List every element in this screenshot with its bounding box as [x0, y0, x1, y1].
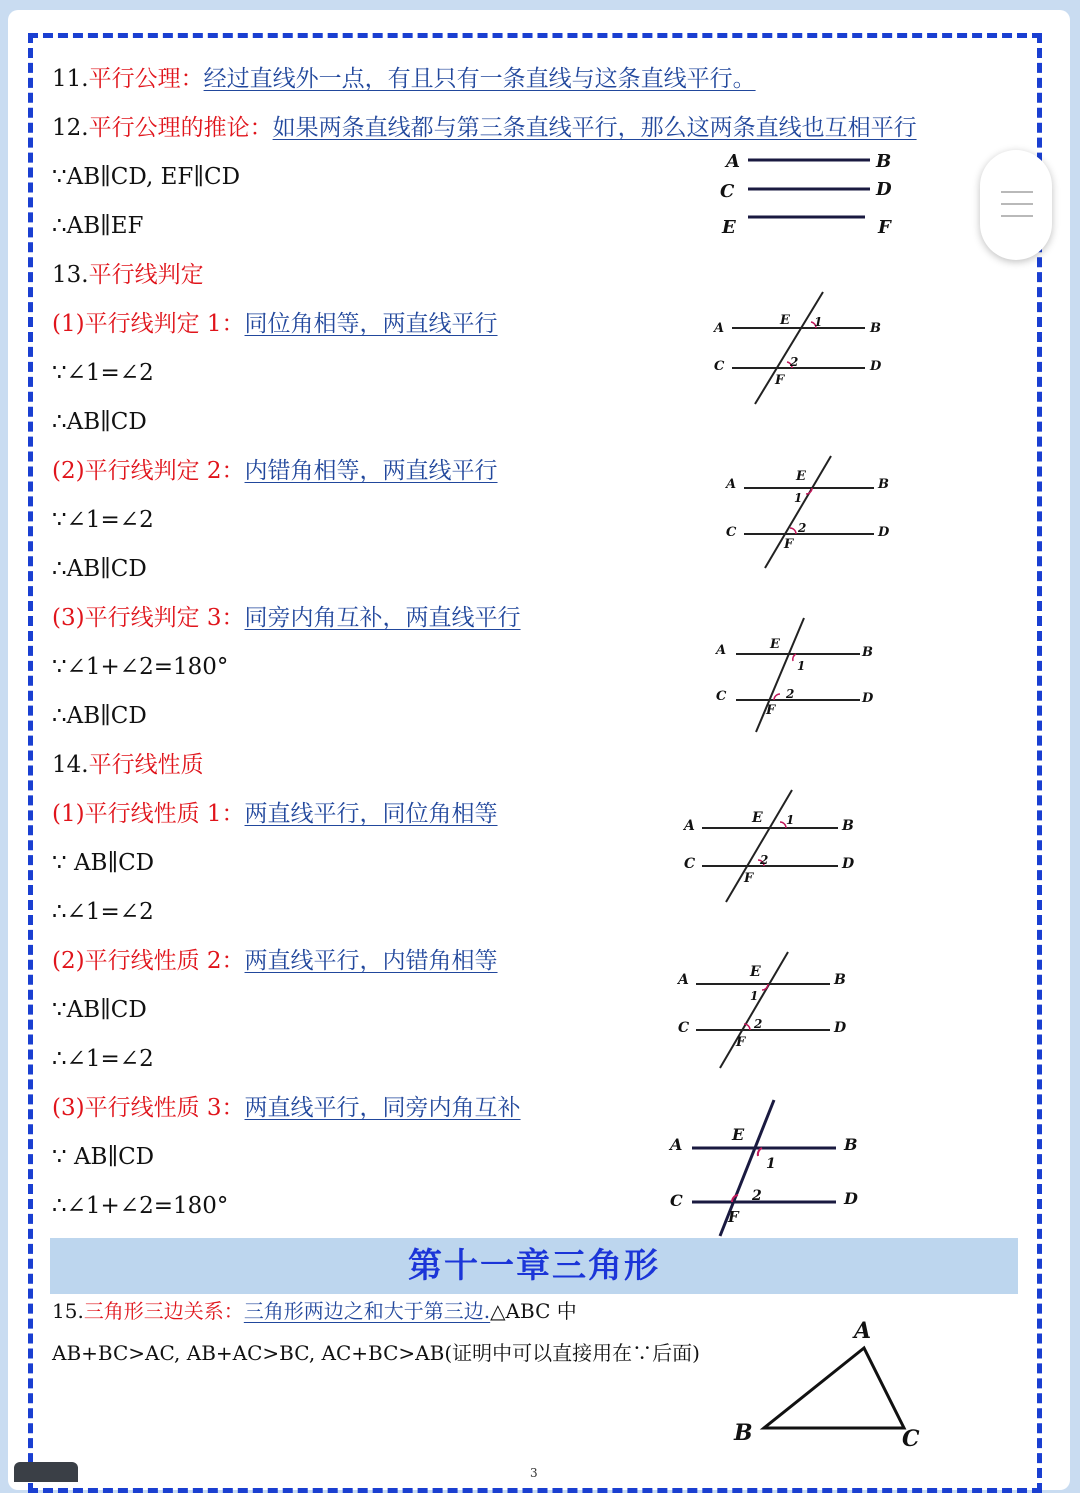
label-2: 2 — [798, 521, 807, 535]
label-D: D — [878, 525, 890, 540]
criterion-1 — [52, 309, 498, 339]
label-C: C — [678, 1020, 690, 1036]
criterion-title: (1)平行线判定 1： — [52, 311, 245, 337]
label-D: D — [870, 359, 882, 374]
item-desc: 三角形两边之和大于第三边. — [243, 1299, 491, 1323]
therefore-line: ∴AB∥CD — [52, 703, 147, 729]
therefore-line: ∴AB∥CD — [52, 556, 147, 582]
property-2 — [52, 946, 498, 976]
label-2: 2 — [786, 687, 795, 701]
label-B: B — [834, 972, 846, 988]
because-line: ∵ AB∥CD — [52, 1144, 155, 1170]
label-C: C — [670, 1191, 683, 1210]
item-desc: 经过直线外一点，有且只有一条直线与这条直线平行。 — [203, 66, 756, 92]
therefore-line: ∴AB∥EF — [52, 213, 144, 239]
item-number: 11. — [52, 66, 89, 92]
therefore-line: ∴∠1=∠2 — [52, 899, 154, 925]
figure-property-co-interior — [666, 1096, 866, 1236]
page-badge[interactable] — [14, 1462, 78, 1482]
item-12 — [52, 113, 917, 143]
chapter-banner — [50, 1238, 1018, 1294]
because-line: ∵∠1=∠2 — [52, 507, 154, 533]
property-title: (3)平行线性质 3： — [52, 1095, 245, 1121]
label-B: B — [734, 1420, 753, 1446]
label-C: C — [716, 689, 727, 704]
label-B: B — [870, 321, 881, 336]
therefore-line: ∴∠1+∠2=180° — [52, 1193, 229, 1219]
label-D: D — [862, 691, 874, 706]
figure-co-interior-angles — [710, 614, 890, 738]
label-F: F — [784, 537, 794, 552]
criterion-title: (2)平行线判定 2： — [52, 458, 245, 484]
label-E: E — [732, 1125, 745, 1144]
label-B: B — [876, 151, 892, 172]
label-F: F — [775, 373, 785, 388]
figure-property-corresponding — [680, 786, 870, 906]
property-title: (2)平行线性质 2： — [52, 948, 245, 974]
label-1: 1 — [814, 315, 823, 329]
label-E: E — [722, 217, 736, 238]
parallel-lines-figure — [710, 145, 900, 240]
label-B: B — [862, 645, 873, 660]
item-title: 平行公理： — [88, 66, 204, 92]
triangle-inequalities: AB+BC>AC, AB+AC>BC, AC+BC>AB(证明中可以直接用在∵后面) — [52, 1341, 700, 1365]
label-F: F — [766, 703, 776, 718]
label-B: B — [842, 818, 854, 834]
criterion-desc: 内错角相等，两直线平行 — [244, 458, 498, 484]
label-D: D — [842, 856, 855, 872]
item-14 — [52, 750, 204, 780]
therefore-line: ∴AB∥CD — [52, 409, 147, 435]
triangle-figure — [720, 1312, 930, 1452]
label-A: A — [726, 477, 737, 492]
criterion-title: (3)平行线判定 3： — [52, 605, 245, 631]
label-F: F — [736, 1035, 746, 1050]
label-A: A — [716, 643, 727, 658]
property-desc: 两直线平行，同位角相等 — [244, 801, 498, 827]
because-line: ∵AB∥CD — [52, 997, 147, 1023]
label-C: C — [684, 856, 696, 872]
label-A: A — [684, 818, 695, 834]
item-number: 13. — [52, 262, 89, 288]
figure-corresponding-angles — [710, 288, 890, 408]
page-number: 3 — [530, 1466, 538, 1480]
label-D: D — [844, 1189, 858, 1208]
criterion-2 — [52, 456, 498, 486]
property-desc: 两直线平行，同旁内角互补 — [244, 1095, 521, 1121]
label-C: C — [902, 1426, 920, 1452]
label-A: A — [670, 1135, 683, 1154]
label-D: D — [876, 179, 892, 200]
label-A: A — [726, 151, 740, 172]
therefore-line: ∴∠1=∠2 — [52, 1046, 154, 1072]
item-title: 平行线判定 — [88, 262, 204, 288]
label-B: B — [844, 1135, 858, 1154]
label-F: F — [728, 1208, 739, 1226]
label-E: E — [770, 637, 780, 652]
floating-menu-button[interactable] — [980, 150, 1052, 260]
item-number: 12. — [52, 115, 89, 141]
criterion-3 — [52, 603, 521, 633]
menu-icon — [1001, 191, 1033, 193]
item-desc: 如果两条直线都与第三条直线平行，那么这两条直线也互相平行 — [272, 115, 917, 141]
criterion-desc: 同位角相等，两直线平行 — [244, 311, 498, 337]
label-2: 2 — [790, 355, 799, 369]
item-title: 平行公理的推论： — [88, 115, 273, 141]
label-E: E — [750, 964, 761, 980]
label-1: 1 — [786, 813, 795, 827]
label-2: 2 — [752, 1188, 762, 1204]
item-title: 平行线性质 — [88, 752, 204, 778]
item-number: 14. — [52, 752, 89, 778]
label-1: 1 — [797, 659, 806, 673]
item-15 — [52, 1296, 577, 1326]
label-C: C — [714, 359, 725, 374]
label-2: 2 — [754, 1017, 763, 1031]
label-F: F — [878, 217, 891, 238]
label-E: E — [780, 313, 790, 328]
label-A: A — [714, 321, 725, 336]
label-1: 1 — [750, 989, 759, 1003]
label-B: B — [878, 477, 889, 492]
item-number: 15. — [52, 1299, 84, 1323]
because-line: ∵∠1+∠2=180° — [52, 654, 229, 680]
label-1: 1 — [794, 491, 803, 505]
figure-property-alternate — [672, 948, 862, 1072]
label-F: F — [744, 871, 754, 886]
property-title: (1)平行线性质 1： — [52, 801, 245, 827]
label-A: A — [854, 1318, 872, 1344]
because-line: ∵AB∥CD, EF∥CD — [52, 164, 241, 190]
property-desc: 两直线平行，内错角相等 — [244, 948, 498, 974]
item-tail: △ABC 中 — [490, 1299, 577, 1323]
label-D: D — [834, 1020, 847, 1036]
criterion-desc: 同旁内角互补，两直线平行 — [244, 605, 521, 631]
item-title: 三角形三边关系： — [83, 1299, 244, 1323]
property-3 — [52, 1093, 521, 1123]
property-1 — [52, 799, 498, 829]
label-E: E — [796, 469, 806, 484]
label-C: C — [726, 525, 737, 540]
label-C: C — [720, 181, 735, 202]
menu-icon-bar — [1001, 215, 1033, 217]
item-13 — [52, 260, 204, 290]
because-line: ∵∠1=∠2 — [52, 360, 154, 386]
label-1: 1 — [766, 1156, 776, 1172]
figure-alternate-angles — [718, 452, 898, 572]
because-line: ∵ AB∥CD — [52, 850, 155, 876]
item-11 — [52, 64, 756, 94]
label-A: A — [678, 972, 689, 988]
label-E: E — [752, 810, 763, 826]
menu-icon-bar — [1001, 203, 1033, 205]
chapter-title: 第十一章三角形 — [408, 1246, 660, 1286]
label-2: 2 — [760, 853, 769, 867]
